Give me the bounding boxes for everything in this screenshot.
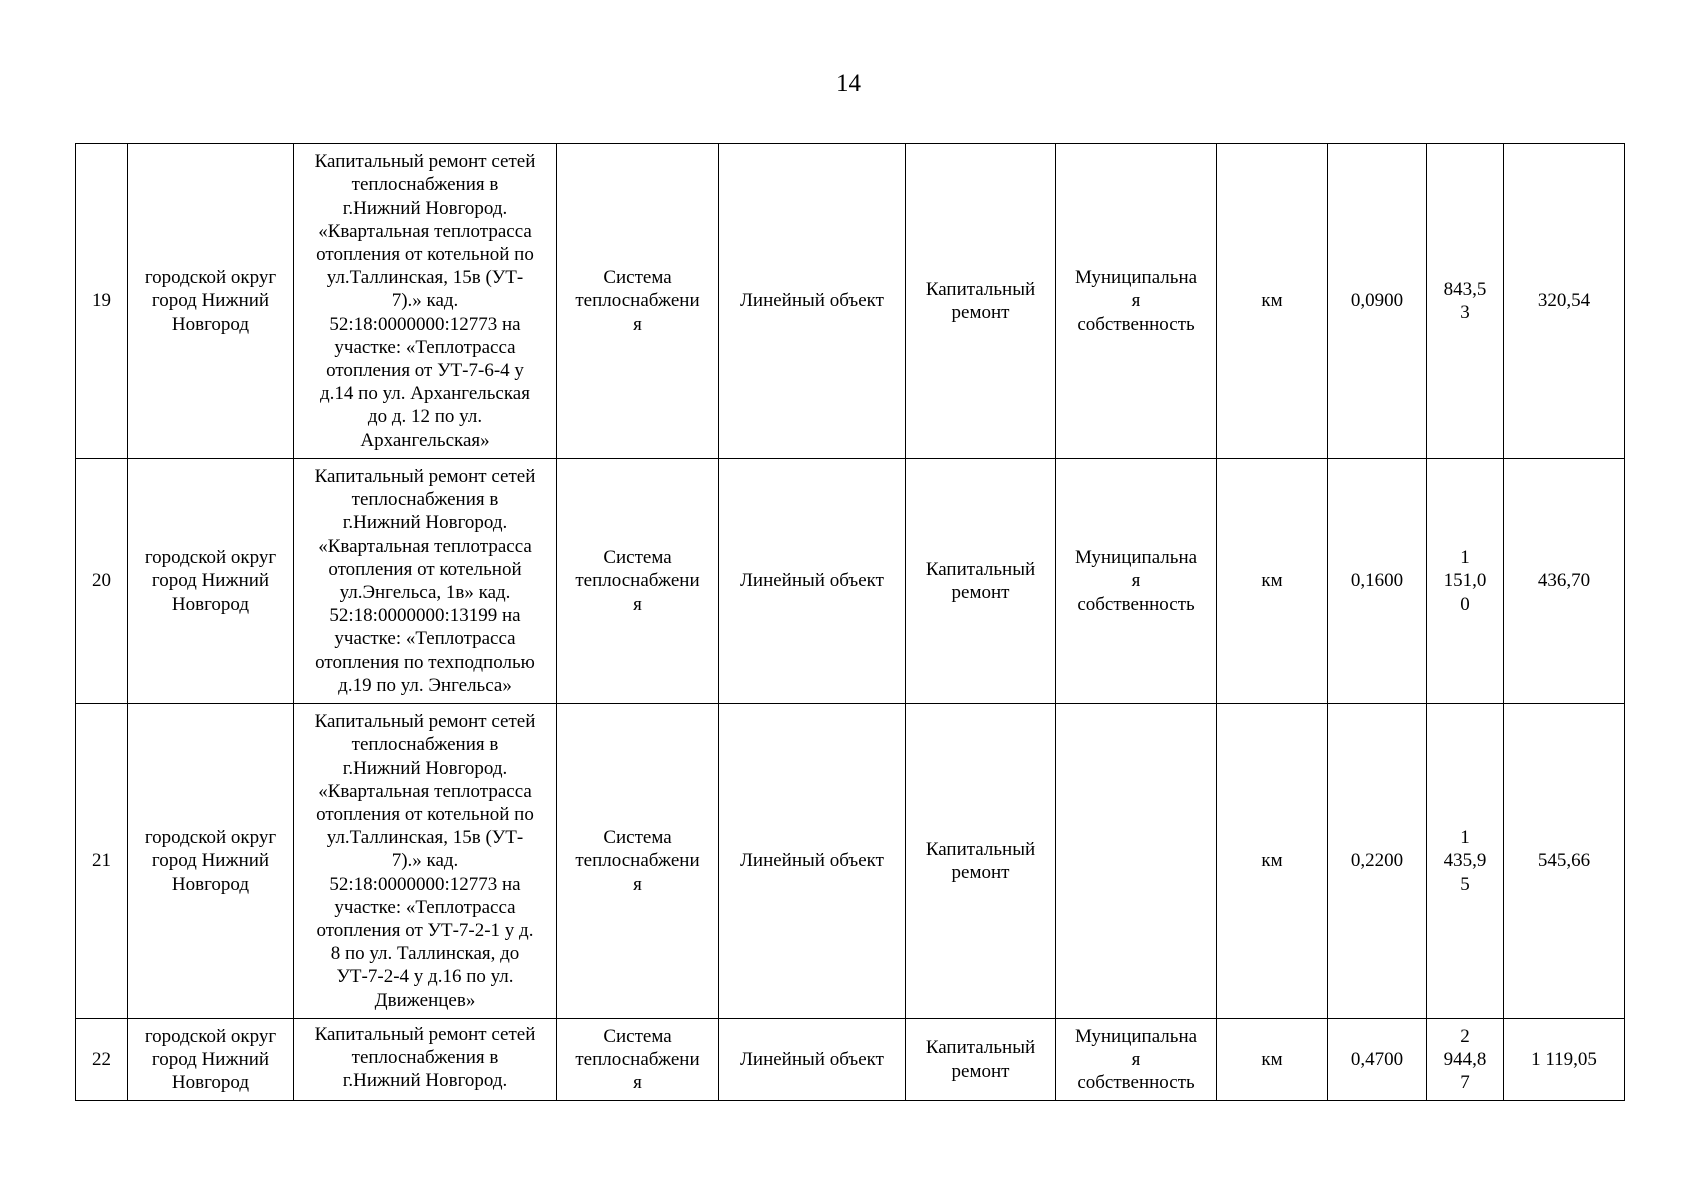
description-cell-line: теплоснабжения в (351, 489, 499, 511)
cost-cell-line: 1 (1460, 827, 1470, 849)
description-cell (294, 1019, 557, 1101)
ownership-cell (1056, 144, 1217, 459)
unit-cell: км (1217, 1019, 1328, 1101)
description-cell-line: Капитальный ремонт сетей (314, 1024, 536, 1045)
description-cell (294, 459, 557, 704)
description-cell-line: теплоснабжения в (351, 174, 499, 196)
description-cell-line: отопления от УТ-7-6-4 у (326, 360, 524, 381)
quantity-cell: 0,1600 (1328, 459, 1427, 704)
total-cell: 320,54 (1504, 144, 1625, 459)
municipality-cell: городской округ город Нижний Новгород (128, 1019, 294, 1101)
description-cell-line: Капитальный ремонт сетей (314, 465, 536, 487)
ownership-cell-line: Муниципальна (1074, 547, 1198, 569)
ownership-cell-line: Муниципальна (1074, 267, 1198, 289)
object-type-cell: Линейный объект (719, 1019, 906, 1101)
ownership-cell (1056, 704, 1217, 1019)
unit-cell: км (1217, 459, 1328, 704)
unit-cell: км (1217, 144, 1328, 459)
system-cell-line: теплоснабжени (575, 850, 700, 872)
table-row (76, 1019, 1625, 1101)
cost-cell-line: 151,0 (1443, 570, 1487, 592)
cost-cell-line: 0 (1460, 593, 1470, 615)
description-cell-line: г.Нижний Новгород. (342, 757, 508, 779)
description-cell-line: до д. 12 по ул. (367, 406, 483, 428)
ownership-cell-line: я (1131, 290, 1141, 312)
cost-cell-line: 2 (1460, 1025, 1470, 1047)
description-cell-line: теплоснабжения в (351, 1047, 499, 1069)
cost-cell-line: 7 (1460, 1072, 1470, 1094)
description-cell-line: г.Нижний Новгород. (342, 197, 508, 219)
ownership-cell (1056, 1019, 1217, 1101)
quantity-cell: 0,2200 (1328, 704, 1427, 1019)
system-cell-line: я (633, 593, 642, 615)
description-cell-line: участке: «Теплотрасса (334, 336, 516, 358)
work-type-cell: Капитальный ремонт (906, 459, 1056, 704)
description-cell-line: 7).» кад. (391, 850, 459, 872)
system-cell (557, 704, 719, 1019)
system-cell-line: теплоснабжени (575, 1048, 700, 1070)
system-cell (557, 1019, 719, 1101)
system-cell-line: Система (603, 267, 672, 289)
page-number: 14 (836, 70, 861, 97)
work-type-cell: Капитальный ремонт (906, 704, 1056, 1019)
row-number: 21 (76, 704, 128, 1019)
description-cell-line: д.19 по ул. Энгельса» (338, 674, 512, 696)
total-cell: 436,70 (1504, 459, 1625, 704)
description-cell-line: «Квартальная теплотрасса (318, 220, 532, 242)
description-cell-line: 8 по ул. Таллинская, до (330, 943, 520, 965)
object-type-cell: Линейный объект (719, 459, 906, 704)
work-type-cell: Капитальный ремонт (906, 144, 1056, 459)
ownership-cell-line: собственность (1077, 1072, 1195, 1094)
system-cell-line: Система (603, 547, 672, 569)
cost-cell (1427, 144, 1504, 459)
table-row (76, 704, 1625, 1019)
system-cell-line: теплоснабжени (575, 570, 700, 592)
ownership-cell (1056, 459, 1217, 704)
object-type-cell: Линейный объект (719, 144, 906, 459)
description-cell-line: «Квартальная теплотрасса (318, 535, 532, 557)
description-cell-line: г.Нижний Новгород. (342, 1070, 508, 1092)
cost-cell-line: 944,8 (1443, 1048, 1487, 1070)
description-cell-line: д.14 по ул. Архангельская (320, 383, 530, 405)
municipality-cell: городской округ город Нижний Новгород (128, 144, 294, 459)
quantity-cell: 0,4700 (1328, 1019, 1427, 1101)
description-cell (294, 144, 557, 459)
description-cell-line: отопления по техподполью (315, 651, 535, 673)
cost-cell (1427, 459, 1504, 704)
unit-cell: км (1217, 704, 1328, 1019)
system-cell-line: Система (603, 1025, 672, 1047)
ownership-cell-line: собственность (1077, 313, 1195, 335)
row-number: 19 (76, 144, 128, 459)
cost-cell-line: 3 (1460, 302, 1470, 323)
total-cell: 545,66 (1504, 704, 1625, 1019)
ownership-cell-line: я (1131, 1048, 1141, 1070)
cost-cell-line: 843,5 (1443, 278, 1487, 300)
system-cell-line: я (633, 873, 642, 895)
row-number: 22 (76, 1019, 128, 1101)
table-row (76, 144, 1625, 459)
system-cell-line: теплоснабжени (575, 290, 700, 312)
description-cell-line: ул.Энгельса, 1в» кад. (339, 582, 511, 603)
ownership-cell-line: собственность (1077, 593, 1195, 615)
system-cell (557, 459, 719, 704)
quantity-cell: 0,0900 (1328, 144, 1427, 459)
system-cell (557, 144, 719, 459)
description-cell-line: УТ-7-2-4 у д.16 по ул. (336, 966, 514, 988)
object-type-cell: Линейный объект (719, 704, 906, 1019)
total-cell: 1 119,05 (1504, 1019, 1625, 1101)
description-cell-line: отопления от УТ-7-2-1 у д. (316, 920, 534, 941)
description-cell-line: участке: «Теплотрасса (334, 628, 516, 650)
cost-cell-line: 5 (1460, 873, 1470, 895)
system-cell-line: я (633, 1072, 642, 1094)
description-cell-line: ул.Таллинская, 15в (УТ- (326, 827, 524, 849)
description-cell-line: г.Нижний Новгород. (342, 512, 508, 534)
description-cell-line: 52:18:0000000:12773 на (329, 873, 521, 895)
municipality-cell: городской округ город Нижний Новгород (128, 459, 294, 704)
table-row (76, 459, 1625, 704)
ownership-cell-line: я (1131, 570, 1141, 592)
cost-cell-line: 435,9 (1443, 850, 1487, 872)
system-cell-line: я (633, 313, 642, 335)
description-cell-line: 7).» кад. (391, 290, 459, 312)
description-cell-line: Капитальный ремонт сетей (314, 151, 536, 173)
description-cell-line: отопления от котельной по (316, 243, 534, 265)
description-cell-line: Движенцев» (374, 989, 476, 1011)
cost-cell-line: 1 (1460, 547, 1470, 569)
table-body (76, 144, 1625, 1101)
system-cell-line: Система (603, 827, 672, 849)
work-type-cell: Капитальный ремонт (906, 1019, 1056, 1101)
description-cell-line: отопления от котельной по (316, 803, 534, 825)
works-table (75, 143, 1625, 1101)
description-cell (294, 704, 557, 1019)
description-cell-line: ул.Таллинская, 15в (УТ- (326, 267, 524, 289)
description-cell-line: теплоснабжения в (351, 734, 499, 756)
description-cell-line: Архангельская» (360, 429, 490, 451)
cost-cell (1427, 704, 1504, 1019)
municipality-cell: городской округ город Нижний Новгород (128, 704, 294, 1019)
description-cell-line: «Квартальная теплотрасса (318, 780, 532, 802)
description-cell-line: 52:18:0000000:13199 на (329, 605, 521, 627)
row-number: 20 (76, 459, 128, 704)
cost-cell (1427, 1019, 1504, 1101)
description-cell-line: 52:18:0000000:12773 на (329, 313, 521, 335)
description-cell-line: Капитальный ремонт сетей (314, 711, 536, 733)
ownership-cell-line: Муниципальна (1074, 1025, 1198, 1047)
description-cell-line: участке: «Теплотрасса (334, 896, 516, 918)
description-cell-line: отопления от котельной (328, 558, 522, 580)
